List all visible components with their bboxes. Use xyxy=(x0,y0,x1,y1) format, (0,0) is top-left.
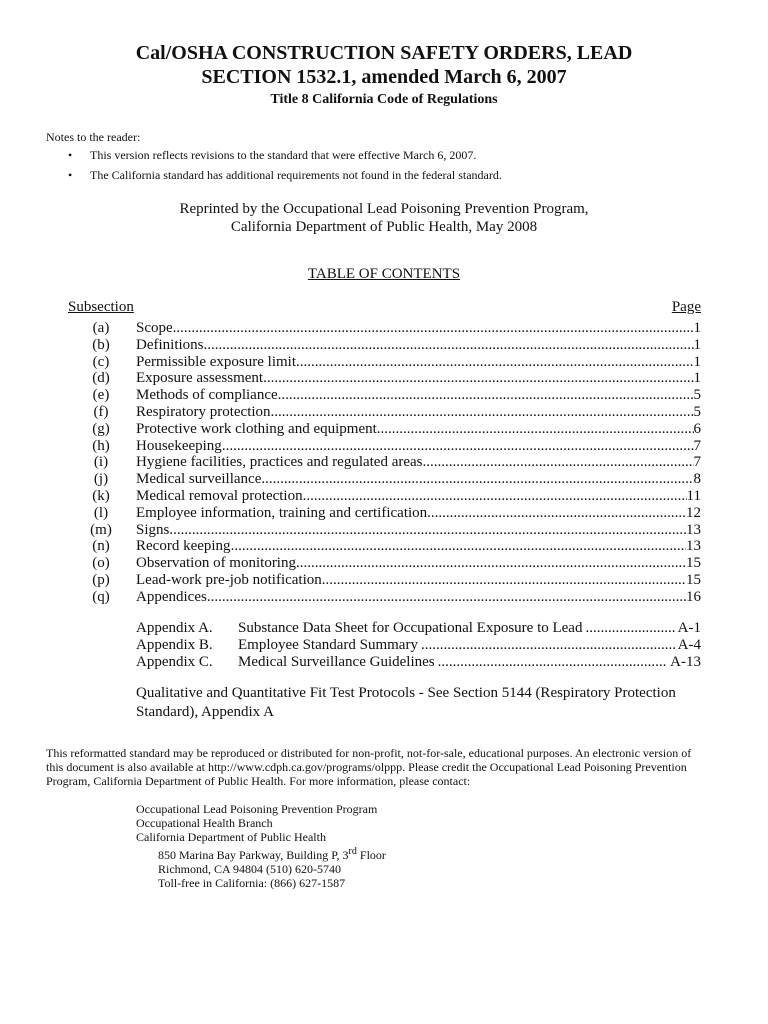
contact-branch: Occupational Health Branch xyxy=(136,816,273,831)
reprint-statement xyxy=(0,200,768,236)
toc-entry-letter: (h) xyxy=(92,437,110,454)
toc-entry-letter: (l) xyxy=(93,504,109,521)
toc-entry-title: Respiratory protection xyxy=(136,403,271,420)
reproduction-notice: This reformatted standard may be reproduced or distributed for non-profit, not-for-sale, educational purposes. An electronic version of this document is also available at http://www.cdph.ca.gov/programs/olppp. Please credit the Occupational Lead Poisoning Prevention Program, California Department of Public Health. For more information, please contact: xyxy=(46,746,692,789)
toc-entry xyxy=(66,522,701,539)
toc-entry-page: 12 xyxy=(686,504,701,521)
toc-list xyxy=(66,320,701,606)
toc-entry xyxy=(66,572,701,589)
contact-department: California Department of Public Health xyxy=(136,830,326,845)
toc-entry-letter: (o) xyxy=(92,555,110,572)
appendix-leader-dots xyxy=(585,620,674,637)
toc-entry-letter: (p) xyxy=(92,571,110,588)
toc-entry-page: 6 xyxy=(693,420,701,437)
toc-leader-dots xyxy=(261,471,693,488)
toc-entry xyxy=(66,438,701,455)
toc-entry-title: Definitions xyxy=(136,336,204,353)
toc-entry xyxy=(66,555,701,572)
appendix-entry xyxy=(136,654,701,671)
toc-leader-dots xyxy=(377,421,694,438)
toc-entry-letter: (e) xyxy=(92,387,110,404)
document-subtitle: Title 8 California Code of Regulations xyxy=(270,92,498,107)
toc-entry-title: Exposure assessment xyxy=(136,370,264,387)
toc-entry xyxy=(66,421,701,438)
toc-heading xyxy=(0,266,768,283)
toc-entry-page: 5 xyxy=(693,387,701,404)
toc-leader-dots xyxy=(296,354,694,371)
contact-phone: Richmond, CA 94804 (510) 620-5740 xyxy=(158,861,341,876)
toc-entry-page: 15 xyxy=(686,571,701,588)
toc-entry-title: Medical surveillance xyxy=(136,471,262,488)
toc-leader-dots xyxy=(423,454,694,471)
toc-entry-title: Record keeping xyxy=(136,538,231,555)
toc-entry-letter: (m) xyxy=(90,521,112,538)
reprint-line: Reprinted by the Occupational Lead Poisoning Prevention Program, xyxy=(179,201,589,217)
toc-entry xyxy=(66,589,701,606)
toc-entry-page: 1 xyxy=(693,336,701,353)
toc-entry-letter: (d) xyxy=(92,370,110,387)
appendix-label: Appendix C. xyxy=(136,654,213,670)
toc-column-subsection: Subsection xyxy=(68,299,134,315)
appendix-label: Appendix B. xyxy=(136,637,213,653)
contact-address xyxy=(136,845,386,862)
toc-entry-title: Protective work clothing and equipment xyxy=(136,420,377,437)
toc-leader-dots xyxy=(296,555,686,572)
toc-entry xyxy=(66,404,701,421)
toc-entry-page: 13 xyxy=(686,521,701,538)
address-floor: Floor xyxy=(356,847,386,862)
contact-org: Occupational Lead Poisoning Prevention Program xyxy=(136,802,378,816)
appendix-title: Employee Standard Summary xyxy=(238,637,418,653)
address-line: 850 Marina Bay Parkway, Building P, 3 xyxy=(158,847,349,862)
toc-entry-title: Signs xyxy=(136,521,170,538)
appendix-entry xyxy=(136,620,701,637)
toc-entry-title: Permissible exposure limit xyxy=(136,353,296,370)
toc-leader-dots xyxy=(278,387,694,404)
note-item: • This version reflects revisions to the standard that were effective March 6, 2007. xyxy=(46,148,502,163)
toc-entry-title: Medical removal protection xyxy=(136,487,303,504)
toc-entry xyxy=(66,387,701,404)
toc-entry xyxy=(66,354,701,371)
toc-entry-page: 7 xyxy=(693,454,701,471)
toc-entry-letter: (c) xyxy=(92,353,110,370)
toc-entry-page: 1 xyxy=(693,353,701,370)
toc-entry-page: 1 xyxy=(693,370,701,387)
toc-entry-title: Lead-work pre-job notification xyxy=(136,571,322,588)
fit-test-note: Qualitative and Quantitative Fit Test Protocols - See Section 5144 (Respiratory Protection Standard), Appendix A xyxy=(136,685,676,720)
toc-entry-letter: (k) xyxy=(92,487,110,504)
toc-leader-dots xyxy=(322,572,686,589)
appendix-list xyxy=(136,620,701,671)
notes-list xyxy=(46,148,502,183)
toc-entry-page: 11 xyxy=(686,487,701,504)
toc-column-page: Page xyxy=(671,299,701,315)
toc-entry-page: 8 xyxy=(693,471,701,488)
toc-entry xyxy=(66,538,701,555)
toc-entry-page: 15 xyxy=(686,555,701,572)
toc-entry-letter: (j) xyxy=(93,471,109,488)
toc-entry-page: 13 xyxy=(686,538,701,555)
toc-leader-dots xyxy=(303,488,687,505)
toc-entry-title: Employee information, training and certification xyxy=(136,504,428,521)
appendix-page: A-4 xyxy=(677,637,701,653)
toc-entry-page: 1 xyxy=(693,320,701,336)
toc-entry-title: Scope xyxy=(136,320,173,336)
toc-leader-dots xyxy=(204,337,694,354)
appendix-title: Medical Surveillance Guidelines xyxy=(238,654,435,670)
appendix-label: Appendix A. xyxy=(136,620,213,636)
toc-entry-page: 5 xyxy=(693,403,701,420)
toc-entry-title: Hygiene facilities, practices and regulated areas xyxy=(136,454,423,471)
toc-entry xyxy=(66,454,701,471)
toc-leader-dots xyxy=(207,589,686,606)
contact-block xyxy=(136,802,386,890)
document-section-line: SECTION 1532.1, amended March 6, 2007 xyxy=(201,66,567,88)
toc-leader-dots xyxy=(271,404,694,421)
toc-entry-letter: (a) xyxy=(92,320,110,336)
toc-entry-letter: (g) xyxy=(92,420,110,437)
toc-leader-dots xyxy=(427,505,686,522)
toc-entry-letter: (b) xyxy=(92,336,110,353)
toc-entry-letter: (q) xyxy=(92,588,110,605)
address-superscript: rd xyxy=(348,845,357,857)
toc-entry-title: Housekeeping xyxy=(136,437,222,454)
toc-entry-title: Methods of compliance xyxy=(136,387,278,404)
toc-leader-dots xyxy=(263,370,693,387)
toc-entry xyxy=(66,505,701,522)
appendix-title: Substance Data Sheet for Occupational Exposure to Lead xyxy=(238,620,583,636)
toc-entry xyxy=(66,370,701,387)
toc-leader-dots xyxy=(173,320,694,337)
toc-heading-text: TABLE OF CONTENTS xyxy=(307,266,461,282)
notes-to-reader xyxy=(46,130,502,188)
toc-entry-page: 7 xyxy=(693,437,701,454)
toc-leader-dots xyxy=(169,522,686,539)
appendix-leader-dots xyxy=(438,654,668,671)
notes-heading: Notes to the reader: xyxy=(46,130,141,144)
appendix-page: A-13 xyxy=(670,654,701,670)
toc-entry-letter: (i) xyxy=(93,454,109,471)
contact-tollfree: Toll-free in California: (866) 627-1587 xyxy=(158,876,346,891)
toc-entry xyxy=(66,320,701,337)
toc-entry xyxy=(66,337,701,354)
appendix-entry xyxy=(136,637,701,654)
appendix-page: A-1 xyxy=(677,620,701,636)
reprint-line: California Department of Public Health, May 2008 xyxy=(230,219,538,235)
toc-leader-dots xyxy=(231,538,686,555)
toc-entry-title: Observation of monitoring xyxy=(136,555,296,572)
note-item: • The California standard has additional requirements not found in the federal standard. xyxy=(46,168,502,183)
toc-entry-letter: (n) xyxy=(92,538,110,555)
appendix-leader-dots xyxy=(421,637,675,654)
toc-entry xyxy=(66,471,701,488)
toc-leader-dots xyxy=(222,438,694,455)
toc-entry xyxy=(66,488,701,505)
toc-entry-page: 16 xyxy=(686,588,701,605)
toc-entry-title: Appendices xyxy=(136,588,207,605)
document-title: Cal/OSHA CONSTRUCTION SAFETY ORDERS, LEAD xyxy=(135,42,633,64)
toc-entry-letter: (f) xyxy=(93,403,109,420)
